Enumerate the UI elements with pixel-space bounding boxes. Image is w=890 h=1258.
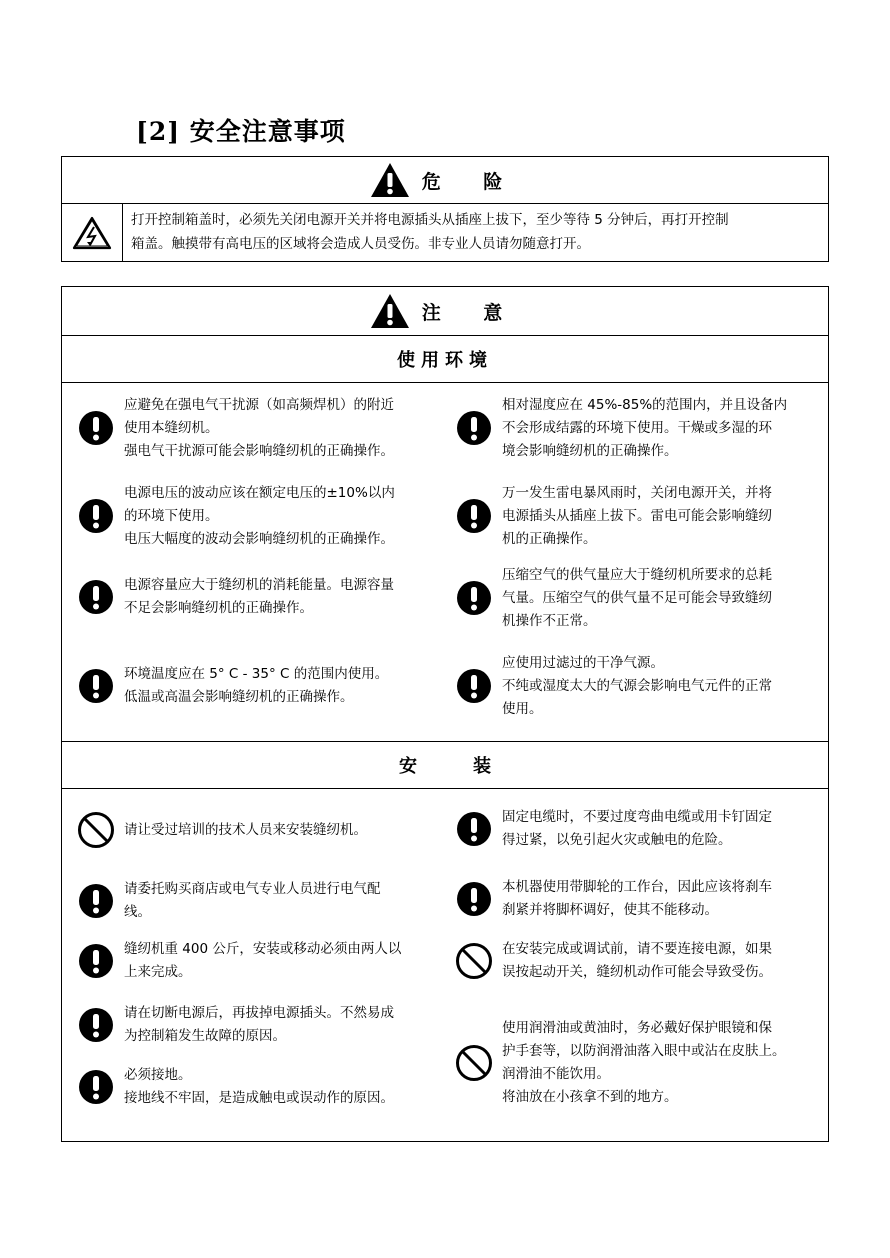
item-text-line: 缝纫机重 400 公斤，安装或移动必须由两人以 bbox=[124, 941, 402, 957]
item-text-line: 接地线不牢固，是造成触电或误动作的原因。 bbox=[124, 1090, 394, 1106]
prohibited-icon bbox=[455, 1044, 493, 1082]
item-text-line: 电源容量应大于缝纫机的消耗能量。电源容量 bbox=[124, 577, 394, 593]
item-text-line: 机的正确操作。 bbox=[502, 530, 597, 547]
item-text-line: 刹紧并将脚杯调好，使其不能移动。 bbox=[502, 902, 718, 918]
list-item bbox=[446, 873, 824, 925]
list-item bbox=[68, 935, 444, 987]
installation-grid bbox=[62, 789, 828, 1141]
item-text-line: 固定电缆时，不要过度弯曲电缆或用卡钉固定 bbox=[502, 809, 772, 825]
item-text-line: 请让受过培训的技术人员来安装缝纫机。 bbox=[124, 821, 367, 838]
item-text-line: 机操作不正常。 bbox=[502, 612, 597, 629]
item-text-line: 请委托购买商店或电气专业人员进行电气配 bbox=[124, 881, 381, 897]
item-text-line: 请在切断电源后，再拔掉电源插头。不然易成 bbox=[124, 1005, 394, 1021]
mandatory-icon bbox=[456, 668, 492, 704]
environment-heading: 使用环境 bbox=[397, 350, 493, 371]
item-text-line: 境会影响缝纫机的正确操作。 bbox=[502, 442, 678, 459]
item-text-line: 误按起动开关，缝纫机动作可能会导致受伤。 bbox=[502, 964, 772, 980]
prohibited-icon bbox=[77, 811, 115, 849]
item-text-line: 润滑油不能饮用。 bbox=[502, 1066, 610, 1082]
environment-grid bbox=[62, 383, 828, 741]
installation-section-header bbox=[62, 741, 828, 789]
item-text-line: 电源电压的波动应该在额定电压的±10%以内 bbox=[124, 484, 395, 501]
item-text-line: 环境温度应在 5° C - 35° C 的范围内使用。 bbox=[124, 666, 389, 682]
high-voltage-icon bbox=[72, 216, 112, 250]
item-text-line: 不纯或湿度太大的气源会影响电气元件的正常 bbox=[502, 677, 772, 694]
mandatory-icon bbox=[78, 1069, 114, 1105]
item-text-line: 在安装完成或调试前，请不要连接电源，如果 bbox=[502, 941, 772, 957]
item-text-line: 上来完成。 bbox=[124, 964, 192, 980]
list-item bbox=[68, 807, 444, 853]
list-item bbox=[446, 559, 824, 637]
item-text-line: 低温或高温会影响缝纫机的正确操作。 bbox=[124, 689, 354, 705]
danger-box bbox=[61, 156, 829, 262]
list-item bbox=[68, 1061, 444, 1113]
list-item bbox=[446, 1015, 824, 1111]
mandatory-icon bbox=[78, 410, 114, 446]
danger-header bbox=[62, 157, 828, 204]
item-text-line: 必须接地。 bbox=[124, 1067, 192, 1083]
item-text-line: 使用润滑油或黄油时，务必戴好保护眼镜和保 bbox=[502, 1020, 772, 1036]
danger-text-line: 箱盖。触摸带有高电压的区域将会造成人员受伤。非专业人员请勿随意打开。 bbox=[131, 236, 590, 252]
mandatory-icon bbox=[456, 881, 492, 917]
item-text-line: 气量。压缩空气的供气量不足可能会导致缝纫 bbox=[502, 589, 772, 606]
list-item bbox=[68, 477, 444, 555]
item-text-line: 为控制箱发生故障的原因。 bbox=[124, 1028, 286, 1044]
item-text-line: 将油放在小孩拿不到的地方。 bbox=[502, 1089, 678, 1105]
mandatory-icon bbox=[78, 1007, 114, 1043]
warning-triangle-icon bbox=[370, 162, 410, 198]
mandatory-icon bbox=[78, 498, 114, 534]
list-item bbox=[68, 653, 444, 719]
item-text-line: 得过紧，以免引起火灾或触电的危险。 bbox=[502, 832, 732, 848]
item-text-line: 应避免在强电气干扰源（如高频焊机）的附近 bbox=[124, 396, 394, 413]
mandatory-icon bbox=[456, 410, 492, 446]
item-text-line: 的环境下使用。 bbox=[124, 507, 219, 524]
list-item bbox=[446, 477, 824, 555]
item-text-line: 护手套等，以防润滑油落入眼中或沾在皮肤上。 bbox=[502, 1043, 786, 1059]
item-text-line: 不足会影响缝纫机的正确操作。 bbox=[124, 600, 313, 616]
prohibited-icon bbox=[455, 942, 493, 980]
list-item bbox=[446, 647, 824, 725]
mandatory-icon bbox=[78, 943, 114, 979]
item-text-line: 万一发生雷电暴风雨时，关闭电源开关，并将 bbox=[502, 484, 772, 501]
item-text-line: 使用本缝纫机。 bbox=[124, 419, 219, 436]
item-text-line: 线。 bbox=[124, 904, 151, 920]
environment-section-header bbox=[62, 336, 828, 383]
mandatory-icon bbox=[78, 579, 114, 615]
item-text-line: 电源插头从插座上拔下。雷电可能会影响缝纫 bbox=[502, 507, 772, 524]
list-item bbox=[446, 803, 824, 855]
mandatory-icon bbox=[456, 580, 492, 616]
item-text-line: 相对湿度应在 45%-85%的范围内，并且设备内 bbox=[502, 396, 788, 413]
danger-heading: 危 险 bbox=[421, 170, 521, 193]
page-title: [2] 安全注意事项 bbox=[136, 117, 346, 146]
caution-box bbox=[61, 286, 829, 1142]
mandatory-icon bbox=[456, 811, 492, 847]
list-item bbox=[68, 875, 444, 927]
caution-header bbox=[62, 287, 828, 336]
item-text-line: 强电气干扰源可能会影响缝纫机的正确操作。 bbox=[124, 442, 394, 459]
mandatory-icon bbox=[78, 883, 114, 919]
item-text-line: 应使用过滤过的干净气源。 bbox=[502, 654, 664, 671]
list-item bbox=[68, 999, 444, 1051]
mandatory-icon bbox=[78, 668, 114, 704]
installation-heading: 安装 bbox=[399, 756, 547, 777]
danger-text-line: 打开控制箱盖时，必须先关闭电源开关并将电源插头从插座上拔下，至少等待 5 分钟后，再打开控制 bbox=[131, 212, 729, 228]
list-item bbox=[68, 389, 444, 467]
item-text-line: 电压大幅度的波动会影响缝纫机的正确操作。 bbox=[124, 530, 394, 547]
item-text-line: 本机器使用带脚轮的工作台，因此应该将刹车 bbox=[502, 879, 772, 895]
mandatory-icon bbox=[456, 498, 492, 534]
list-item bbox=[446, 935, 824, 987]
item-text-line: 压缩空气的供气量应大于缝纫机所要求的总耗 bbox=[502, 566, 772, 583]
warning-triangle-icon bbox=[370, 293, 410, 329]
list-item bbox=[446, 389, 824, 467]
item-text-line: 不会形成结露的环境下使用。干燥或多湿的环 bbox=[502, 419, 772, 436]
item-text-line: 使用。 bbox=[502, 700, 543, 717]
list-item bbox=[68, 567, 444, 627]
caution-heading: 注 意 bbox=[421, 301, 521, 324]
